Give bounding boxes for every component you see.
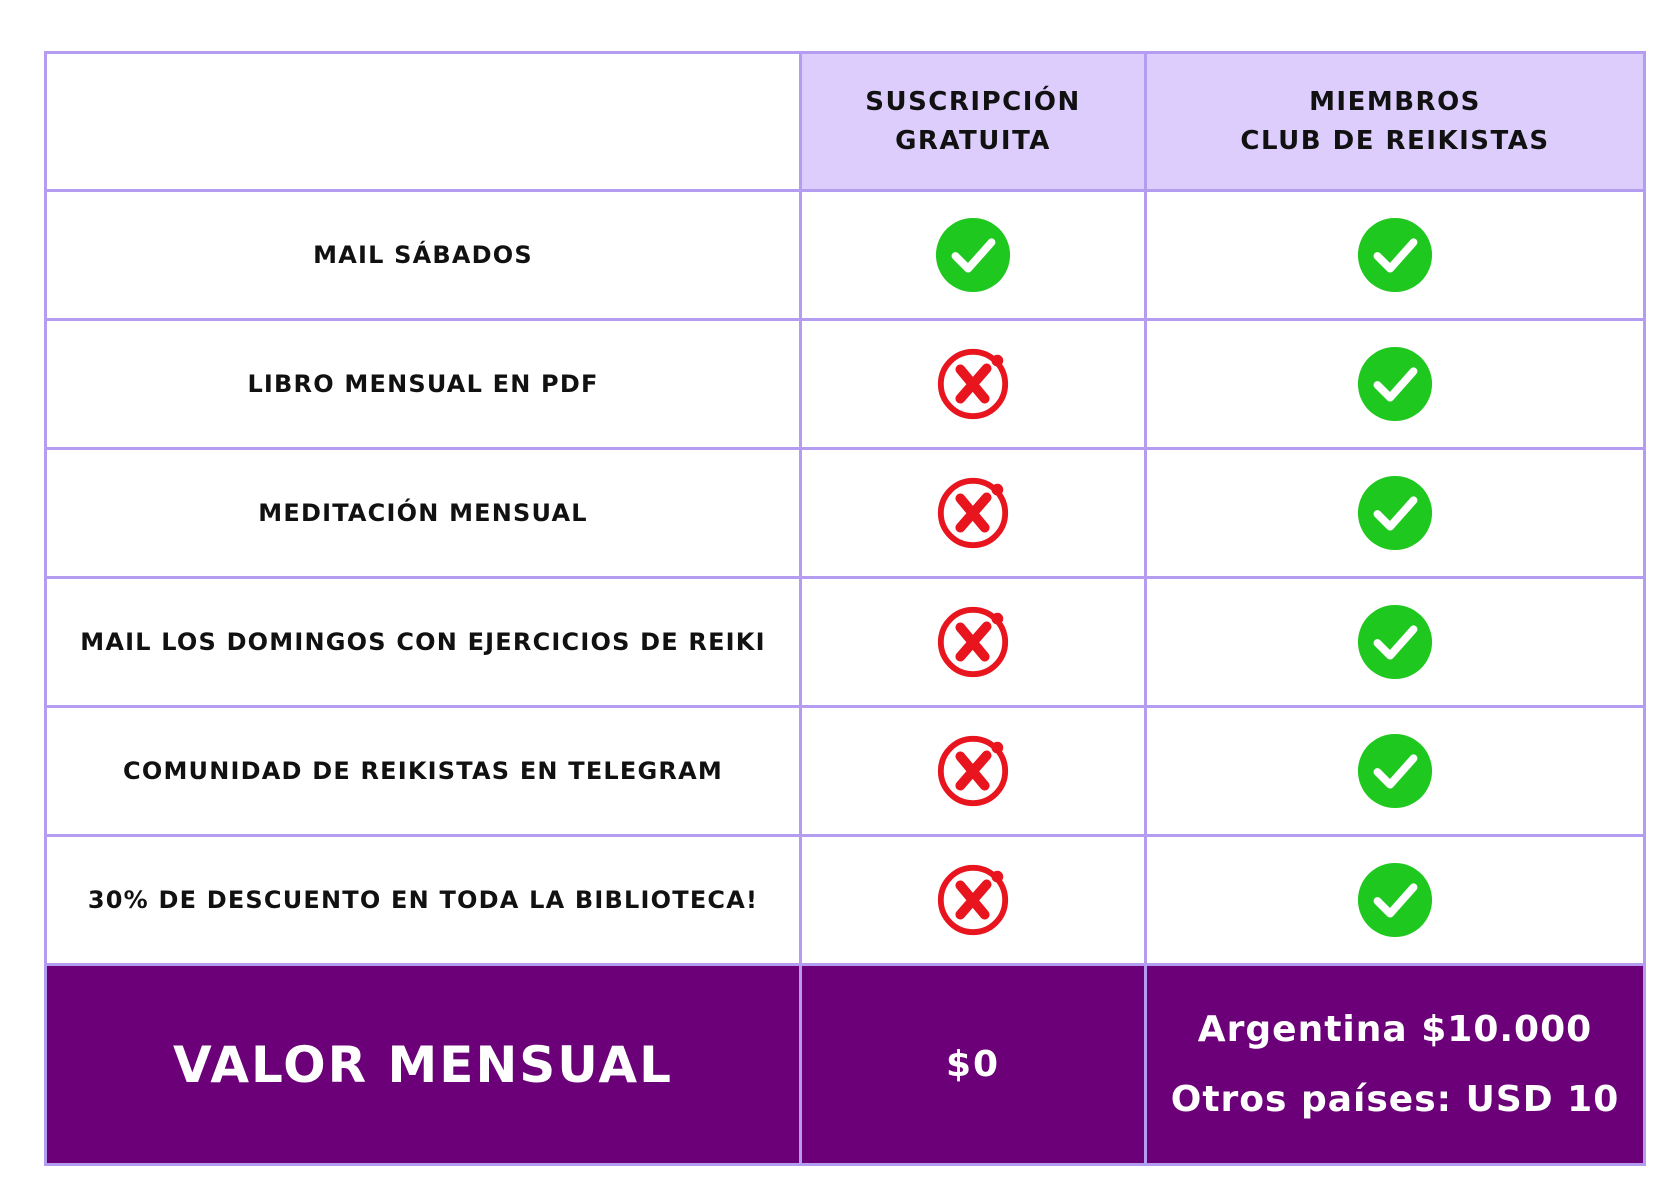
comparison-table	[44, 51, 1646, 1166]
feature-label: COMUNIDAD DE REIKISTAS EN TELEGRAM	[46, 707, 801, 836]
free-plan-price: $0	[801, 965, 1146, 1165]
check-icon	[1356, 732, 1434, 810]
feature-row	[46, 836, 1645, 965]
club-plan-header-line-2: CLUB DE REIKISTAS	[1240, 125, 1550, 156]
club-plan-mark-cell	[1146, 191, 1645, 320]
free-plan-header-line-2: GRATUITA	[895, 125, 1051, 156]
feature-label: MAIL LOS DOMINGOS CON EJERCICIOS DE REIKI	[46, 578, 801, 707]
free-plan-header-line-1: SUSCRIPCIÓN	[865, 86, 1081, 117]
club-plan-header	[1146, 53, 1645, 191]
free-plan-header	[801, 53, 1146, 191]
header-empty-cell	[46, 53, 801, 191]
free-plan-mark-cell	[801, 449, 1146, 578]
check-icon	[934, 216, 1012, 294]
club-plan-mark-cell	[1146, 320, 1645, 449]
cross-icon	[934, 474, 1012, 552]
cross-icon	[934, 732, 1012, 810]
feature-label: 30% DE DESCUENTO EN TODA LA BIBLIOTECA!	[46, 836, 801, 965]
club-price-other-countries: Otros países: USD 10	[1170, 1078, 1620, 1120]
club-plan-mark-cell	[1146, 449, 1645, 578]
check-icon	[1356, 474, 1434, 552]
cross-icon	[934, 345, 1012, 423]
check-icon	[1356, 345, 1434, 423]
club-plan-header-line-1: MIEMBROS	[1309, 86, 1481, 117]
free-plan-mark-cell	[801, 836, 1146, 965]
feature-rows	[46, 191, 1645, 965]
feature-label: MEDITACIÓN MENSUAL	[46, 449, 801, 578]
cross-icon	[934, 861, 1012, 939]
cross-icon	[934, 603, 1012, 681]
feature-row	[46, 578, 1645, 707]
free-plan-mark-cell	[801, 320, 1146, 449]
club-plan-mark-cell	[1146, 836, 1645, 965]
club-price-argentina: Argentina $10.000	[1197, 1008, 1593, 1050]
free-plan-mark-cell	[801, 191, 1146, 320]
feature-row	[46, 320, 1645, 449]
check-icon	[1356, 216, 1434, 294]
price-label: VALOR MENSUAL	[46, 965, 801, 1165]
club-plan-mark-cell	[1146, 707, 1645, 836]
check-icon	[1356, 861, 1434, 939]
club-plan-price	[1146, 965, 1645, 1165]
feature-row	[46, 707, 1645, 836]
header-row	[46, 53, 1645, 191]
free-plan-mark-cell	[801, 707, 1146, 836]
price-row	[46, 965, 1645, 1165]
feature-row	[46, 449, 1645, 578]
free-plan-mark-cell	[801, 578, 1146, 707]
feature-label: MAIL SÁBADOS	[46, 191, 801, 320]
club-plan-mark-cell	[1146, 578, 1645, 707]
check-icon	[1356, 603, 1434, 681]
feature-row	[46, 191, 1645, 320]
feature-label: LIBRO MENSUAL EN PDF	[46, 320, 801, 449]
